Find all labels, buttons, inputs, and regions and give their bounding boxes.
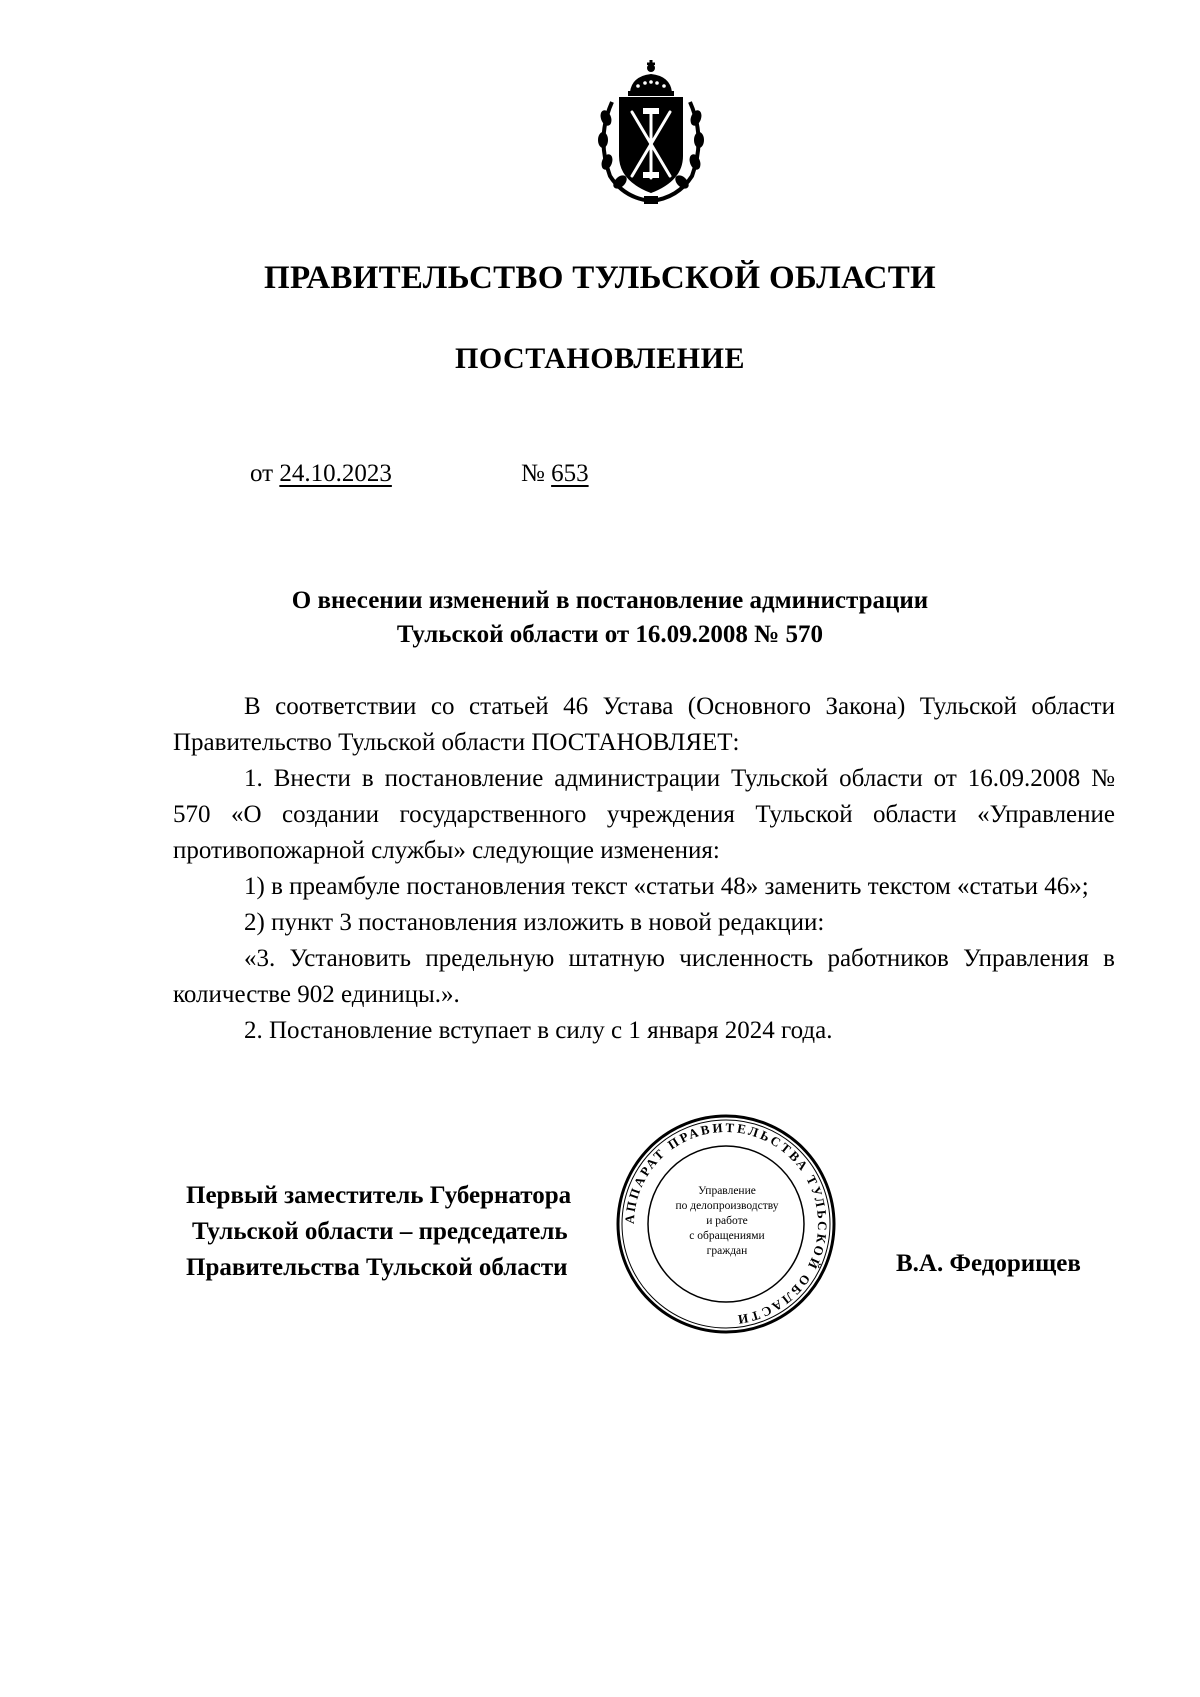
- number-value: 653: [551, 460, 589, 487]
- paragraph-subitem-1: 1) в преамбуле постановления текст «статьи 48» заменить текстом «статьи 46»;: [244, 873, 1089, 900]
- subject-line-1: О внесении изменений в постановление администрации: [291, 587, 929, 614]
- seal-center-line-4: с обращениями: [689, 1230, 765, 1242]
- document-body: [173, 689, 1115, 1049]
- position-line-2: Тульской области – председатель: [192, 1218, 568, 1245]
- paragraph-item-1: 1. Внести в постановление администрации Тульской области от 16.09.2008 № 570 «О создании государственного учреждения Тульской области «Управление противопожарной службы» следующие изменения:: [173, 765, 1115, 864]
- seal-center-line-1: Управление: [698, 1185, 756, 1197]
- signatory-position: [186, 1178, 656, 1286]
- signatory-name: В.А. Федорищев: [896, 1250, 1081, 1277]
- seal-center-line-2: по делопроизводству: [675, 1200, 779, 1212]
- date-value: 24.10.2023: [279, 460, 392, 487]
- document-date: [250, 460, 392, 488]
- organization-title: ПРАВИТЕЛЬСТВО ТУЛЬСКОЙ ОБЛАСТИ: [264, 260, 936, 296]
- document-type: ПОСТАНОВЛЕНИЕ: [455, 342, 745, 375]
- tula-coat-of-arms-icon: [590, 58, 712, 208]
- paragraph-item-2: 2. Постановление вступает в силу с 1 января 2024 года.: [244, 1017, 833, 1044]
- position-line-3: Правительства Тульской области: [186, 1254, 568, 1281]
- document-subject: [170, 584, 1050, 652]
- position-line-1: Первый заместитель Губернатора: [186, 1182, 572, 1209]
- document-number: [521, 460, 589, 488]
- seal-center-line-5: граждан: [706, 1245, 748, 1257]
- seal-center-text: [652, 1184, 802, 1259]
- seal-center-line-3: и работе: [706, 1215, 748, 1227]
- paragraph-subitem-2: 2) пункт 3 постановления изложить в новой редакции:: [244, 909, 825, 936]
- seal-ring-text: АППАРАТ ПРАВИТЕЛЬСТВА ТУЛЬСКОЙ ОБЛАСТИ: [621, 1119, 831, 1328]
- paragraph-preamble: В соответствии со статьей 46 Устава (Основного Закона) Тульской области Правительство Тульской области ПОСТАНОВЛЯЕТ:: [173, 693, 1115, 756]
- paragraph-new-wording: «3. Установить предельную штатную численность работников Управления в количестве 902 единицы.».: [173, 945, 1115, 1008]
- subject-line-2: Тульской области от 16.09.2008 № 570: [396, 621, 824, 648]
- number-prefix: №: [521, 460, 545, 487]
- date-prefix: от: [250, 460, 274, 487]
